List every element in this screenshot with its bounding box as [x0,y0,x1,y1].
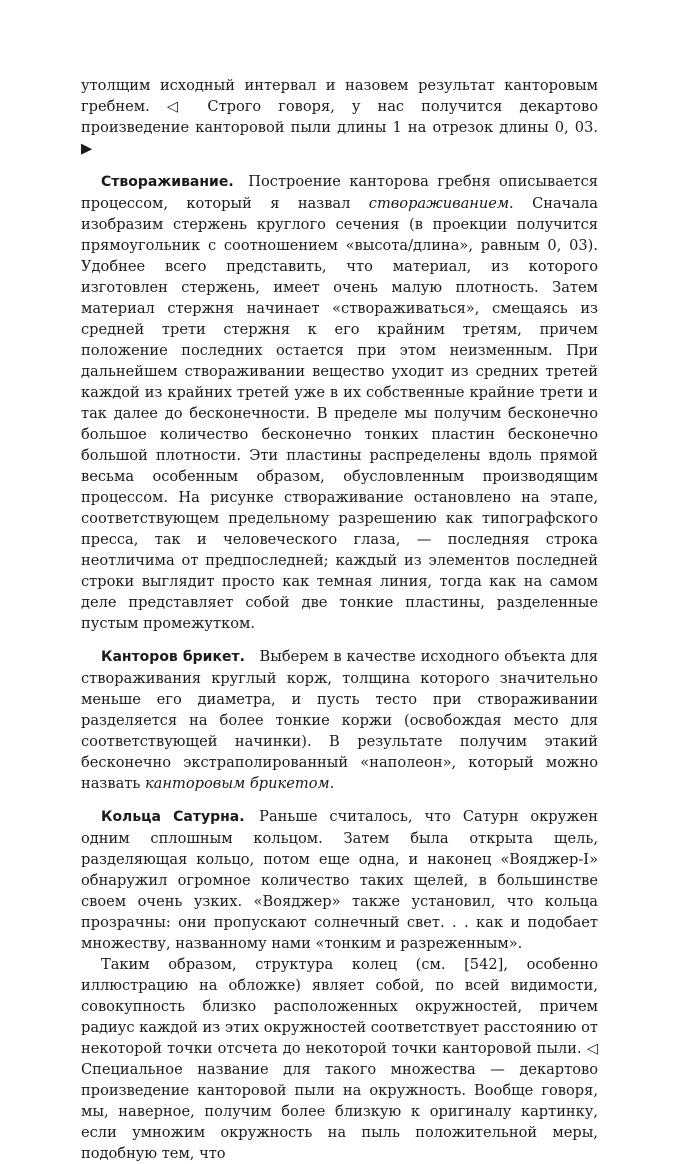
book-page [81,75,598,1164]
section-heading-saturn-rings: Кольца Сатурна. [101,809,245,825]
section-curdling [81,171,598,634]
section-saturn-rings [81,806,598,954]
section-heading-curdling: Створаживание. [101,174,234,190]
paragraph-rings-structure: Таким образом, структура колец (см. [542], особенно иллюстрацию на обложке) являет собой, по всей видимости, совокупность близко расположенных окружностей, причем радиус каждой из этих окружностей соответствует расстоянию от некоторой точки отсчета до некоторой точки канторовой пыли. ◁ Специальное название для такого множества — декартово произведение канторовой пыли на окружность. Вообще говоря, мы, наверное, получим более близкую к оригиналу картинку, если умножим окружность на пыль положительной меры, подобную тем, что [81,956,598,1162]
section-text: Раньше считалось, что Сатурн окружен одним сплошным кольцом. Затем была открыта щель, разделяющая кольцо, потом еще одна, и наконец «Вояджер-I» обнаружил огромное количество таких щелей, в большинстве своем очень узких. «Вояджер» также установил, что кольца прозрачны: они пропускают солнечный свет. . . как и подобает множеству, названному нами «тонким и разреженным». [81,808,598,952]
paragraph-continuation: утолщим исходный интервал и назовем результат канторовым гребнем. ◁ Строго говоря, у нас получится декартово произведение канторовой пыли длины 1 на отрезок длины 0, 03. ▶ [81,77,598,157]
italic-term: створаживанием [368,195,510,212]
section-cantor-cake [81,646,598,794]
section-text: Построение канторова гребня описывается процессом, который я назвал [81,173,598,212]
italic-term: канторовым брикетом [144,775,330,792]
section-text: Выберем в качестве исходного объекта для створаживания круглый корж, толщина которого значительно меньше его диаметра, и пусть тесто при створаживании разделяется на более тонкие коржи (освобождая место для соответствующей начинки). В результате получим этакий бесконечно экстраполированный «наполеон», который можно назвать [81,648,598,792]
section-text: . [329,775,335,792]
section-text: . Сначала изобразим стержень круглого сечения (в проекции получится прямоугольник с соотношением «высота/длина», равным 0, 03). Удобнее всего представить, что материал, из которого изготовлен стержень, имеет очень малую плотность. Затем материал стержня начинает «створаживаться», смещаясь из средней трети стержня к его крайним третям, причем положение последних остается при этом неизменным. При дальнейшем створаживании вещество уходит из средних третей каждой из крайних третей уже в их собственные крайние трети и так далее до бесконечности. В пределе мы получим бесконечно большое количество бесконечно тонких пластин бесконечно большой плотности. Эти пластины распределены вдоль прямой весьма особенным образом, обусловленным производящим процессом. На рисунке створаживание остановлено на этапе, соответствующем предельному разрешению как типографского пресса, так и человеческого глаза, — последняя строка неотличима от предпоследней; каждый из элементов последней строки выглядит просто как темная линия, тогда как на самом деле представляет собой две тонкие пластины, разделенные пустым промежутком. [81,195,598,632]
section-heading-cantor-cake: Канторов брикет. [101,649,245,665]
